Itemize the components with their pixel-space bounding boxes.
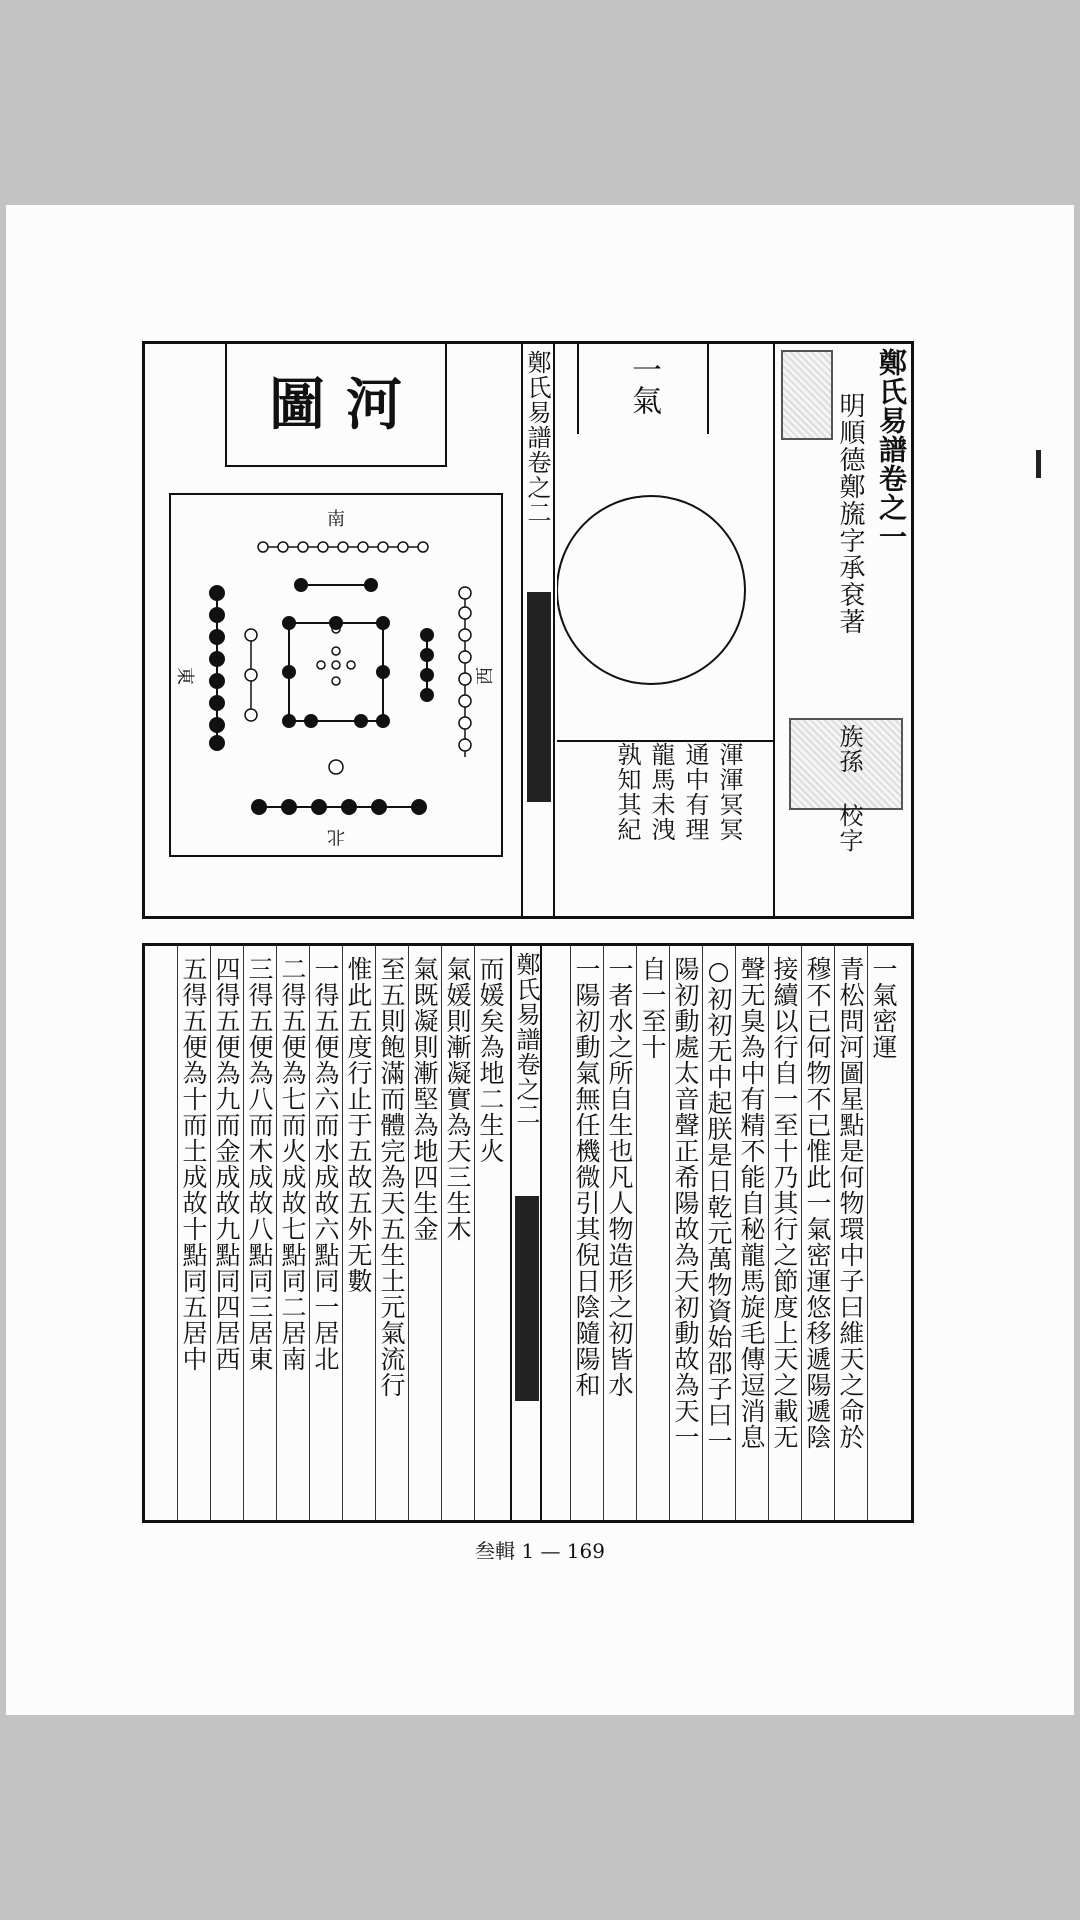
text-column: 自一至十 xyxy=(638,956,667,1060)
text-column: 氣媛則漸凝實為天三生木 xyxy=(443,956,472,1242)
column-rule xyxy=(702,946,703,1520)
text-column: 五得五便為十而土成故十點同五居中 xyxy=(179,956,208,1372)
bottom-panel xyxy=(142,943,914,1523)
text-column: 一氣密運 xyxy=(869,956,898,1060)
text-column: 二得五便為七而火成故七點同二居南 xyxy=(278,956,307,1372)
one-qi-circle xyxy=(557,440,773,740)
top-ribbon-bar xyxy=(527,592,551,802)
column-rule xyxy=(636,946,637,1520)
column-rule xyxy=(276,946,277,1520)
river-diagram xyxy=(169,493,503,857)
column-rule xyxy=(408,946,409,1520)
book-metadata xyxy=(773,344,913,916)
text-column: 而媛矣為地二生火 xyxy=(476,956,505,1164)
qi-label-box xyxy=(577,344,709,434)
column-rule xyxy=(177,946,178,1520)
column-rule xyxy=(474,946,475,1520)
column-rule xyxy=(669,946,670,1520)
direction-south: 南 xyxy=(327,509,345,530)
bottom-ribbon-bar xyxy=(515,1196,539,1401)
text-column: 穆不已何物不已惟此一氣密運悠移遞陽遞陰 xyxy=(803,956,832,1450)
text-column: 至五則飽滿而體完為天五生土元氣流行 xyxy=(377,956,406,1398)
column-rule xyxy=(210,946,211,1520)
text-column: 青松問河圖星點是何物環中子曰維天之命於 xyxy=(836,956,865,1450)
column-rule xyxy=(768,946,769,1520)
direction-north: 北 xyxy=(327,826,345,847)
title-char-0: 河 xyxy=(346,371,403,438)
column-rule xyxy=(375,946,376,1520)
text-column: 一陽初動氣無任機微引其倪日陰隨陽和 xyxy=(572,956,601,1398)
column-rule xyxy=(441,946,442,1520)
column-rule xyxy=(867,946,868,1520)
seal-stamp-top xyxy=(781,350,833,440)
top-panel xyxy=(142,341,914,919)
poem-line-2: 通中有理 xyxy=(681,742,709,842)
scroll-indicator[interactable] xyxy=(1036,450,1041,478)
column-rule xyxy=(243,946,244,1520)
text-column: 三得五便為八而木成故八點同三居東 xyxy=(245,956,274,1372)
text-column: 惟此五度行止于五故五外无數 xyxy=(344,956,373,1294)
river-diagram-title xyxy=(225,344,447,467)
poem-line-1: 渾渾冥冥 xyxy=(715,742,743,842)
text-column: 氣既凝則漸堅為地四生金 xyxy=(410,956,439,1242)
poem-line-4: 孰知其紀 xyxy=(613,742,641,842)
top-ribbon-text: 鄭氏易譜卷之二 xyxy=(523,350,551,525)
direction-west: 西 xyxy=(475,667,496,685)
page-number: 叁輯 1 — 169 xyxy=(475,1539,605,1563)
column-rule xyxy=(834,946,835,1520)
circle-area xyxy=(557,440,773,742)
column-rule xyxy=(735,946,736,1520)
column-rule xyxy=(342,946,343,1520)
bottom-ribbon xyxy=(510,946,542,1520)
proofreader-line: 族孫 校字 xyxy=(835,724,863,853)
column-rule xyxy=(570,946,571,1520)
direction-east: 東 xyxy=(174,667,195,685)
text-column: 一得五便為六而水成故六點同一居北 xyxy=(311,956,340,1372)
title-char-1: 圖 xyxy=(269,371,326,438)
column-rule xyxy=(309,946,310,1520)
text-column: ○初初无中起朕是日乾元萬物資始邵子曰一 xyxy=(704,956,733,1454)
bottom-ribbon-text: 鄭氏易譜卷之二 xyxy=(512,952,540,1127)
column-rule xyxy=(801,946,802,1520)
poem-line-3: 龍馬未洩 xyxy=(647,742,675,842)
text-column: 四得五便為九而金成故九點同四居西 xyxy=(212,956,241,1372)
text-column: 接續以行自一至十乃其行之節度上天之載无 xyxy=(770,956,799,1450)
poem-area xyxy=(557,742,773,882)
text-column: 聲无臭為中有精不能自秘龍馬旋毛傳逗消息 xyxy=(737,956,766,1450)
column-rule xyxy=(603,946,604,1520)
text-column: 一者水之所自生也凡人物造形之初皆水 xyxy=(605,956,634,1398)
author-line: 明順德鄭旒字承袞著 xyxy=(835,392,865,635)
book-title: 鄭氏易譜卷之一 xyxy=(875,348,908,551)
text-column: 陽初動處太音聲正希陽故為天初動故為天一 xyxy=(671,956,700,1450)
qi-label: 一氣 xyxy=(626,354,661,416)
top-ribbon xyxy=(521,344,555,916)
river-dots-diagram xyxy=(171,495,501,855)
